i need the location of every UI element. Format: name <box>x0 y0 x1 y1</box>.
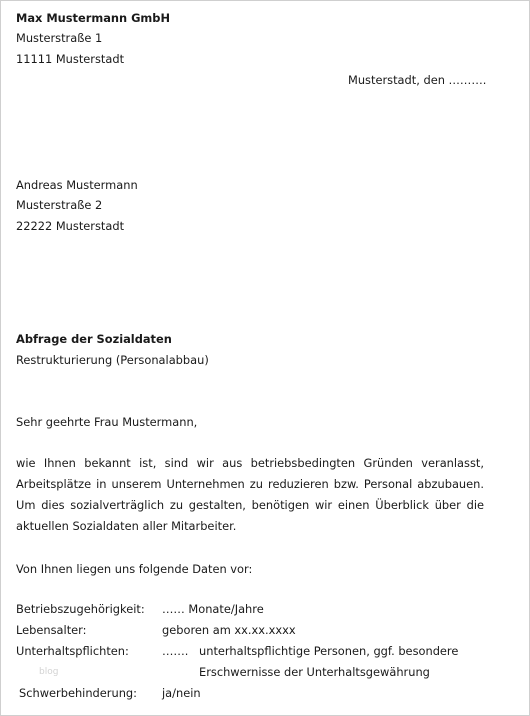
support-label: Unterhaltspflichten: <box>16 644 129 658</box>
sender-street: Musterstraße 1 <box>16 31 103 45</box>
subject-title: Abfrage der Sozialdaten <box>16 332 172 346</box>
tenure-value: …… Monate/Jahre <box>162 602 264 616</box>
place-date: Musterstadt, den ………. <box>348 73 487 87</box>
recipient-name: Andreas Mustermann <box>16 178 138 192</box>
support-value-line-2: Erschwernisse der Unterhaltsgewährung <box>199 665 430 679</box>
support-value-line-1: unterhaltspflichtige Personen, ggf. besondere <box>199 644 459 658</box>
tenure-label: Betriebszugehörigkeit: <box>16 602 145 616</box>
age-label: Lebensalter: <box>16 623 87 637</box>
disability-value: ja/nein <box>162 686 201 700</box>
sender-company: Max Mustermann GmbH <box>16 11 170 25</box>
age-value: geboren am xx.xx.xxxx <box>162 623 296 637</box>
support-dots: ……. <box>162 644 189 658</box>
recipient-city: 22222 Musterstadt <box>16 219 125 233</box>
body-paragraph: wie Ihnen bekannt ist, sind wir aus betriebsbedingten Gründen veranlasst, Arbeitsplätze in unserem Unternehmen zu reduzieren bzw. Personal abzubauen. Um dies sozialverträglich zu gestalten, benötigen wir einen Überblick über die aktuellen Sozialdaten aller Mitarbeiter. <box>16 456 484 533</box>
watermark: blog <box>39 667 59 677</box>
subject-subtitle: Restrukturierung (Personalabbau) <box>16 353 209 367</box>
salutation: Sehr geehrte Frau Mustermann, <box>16 415 198 429</box>
sender-city: 11111 Musterstadt <box>16 52 125 66</box>
data-intro: Von Ihnen liegen uns folgende Daten vor: <box>16 562 253 576</box>
disability-label: Schwerbehinderung: <box>19 686 137 700</box>
recipient-street: Musterstraße 2 <box>16 198 103 212</box>
